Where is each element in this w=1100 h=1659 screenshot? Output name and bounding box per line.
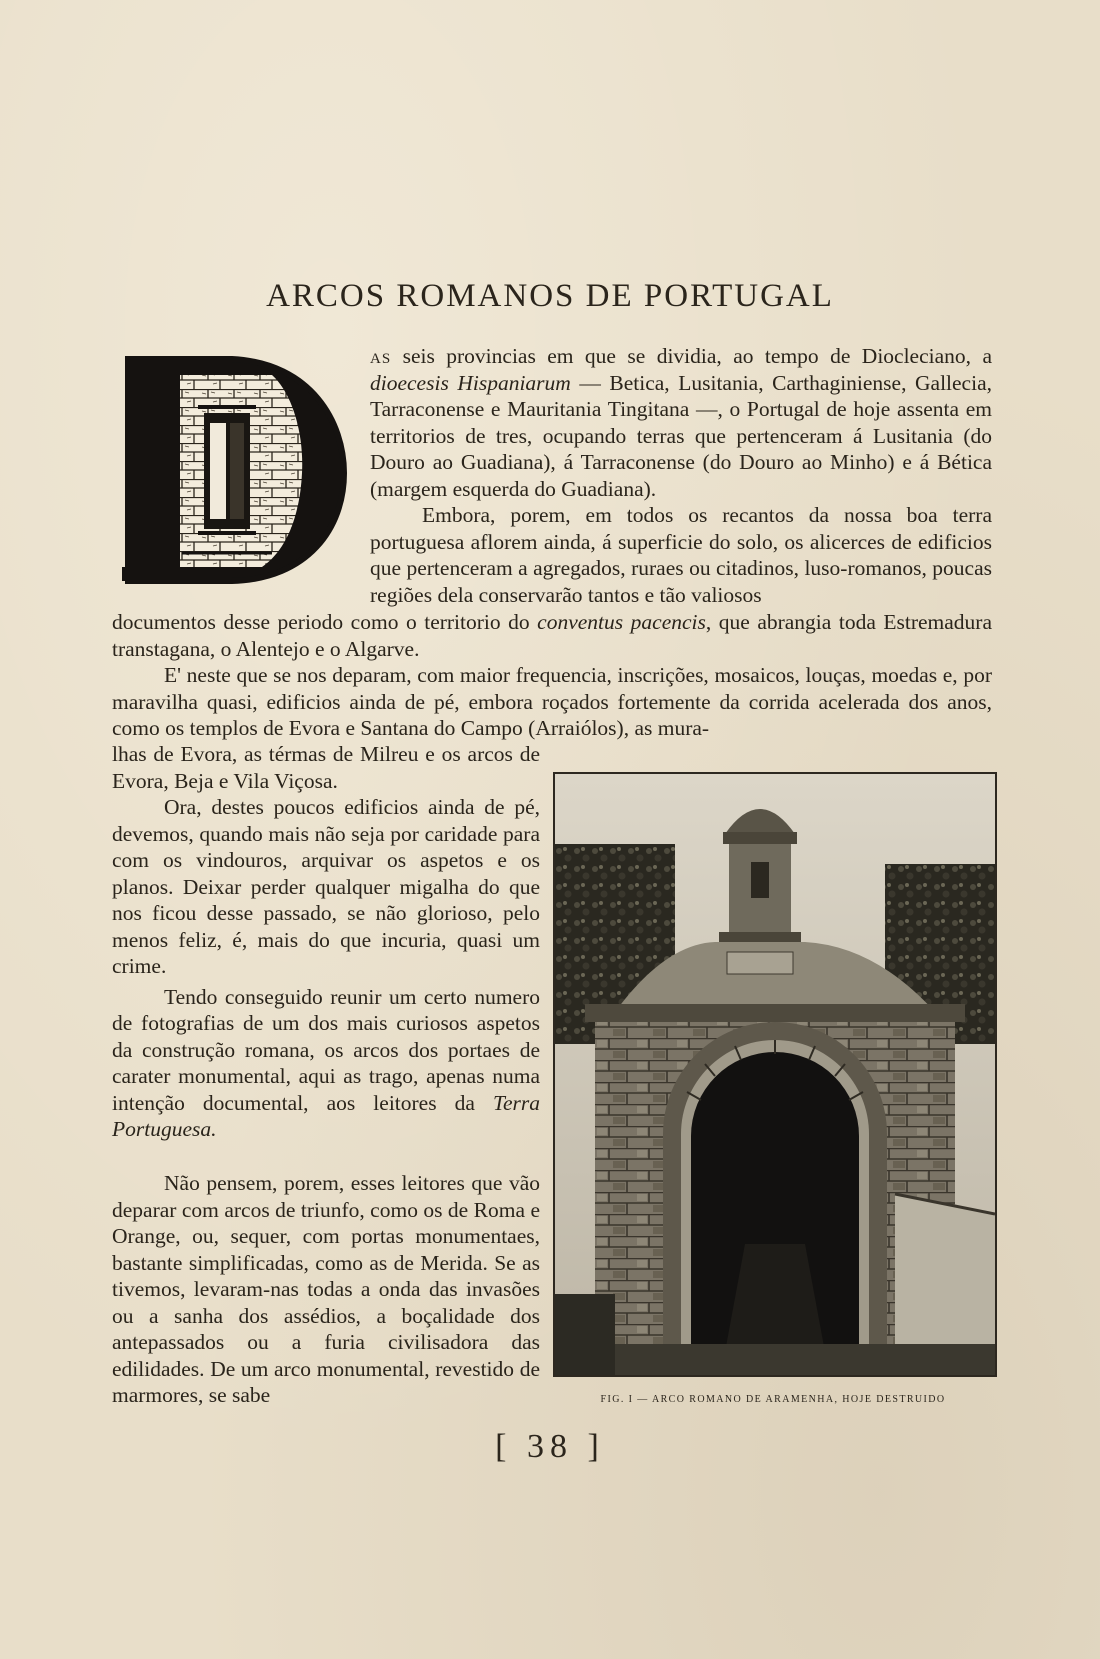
- figure-caption: FIG. I — ARCO ROMANO DE ARAMENHA, HOJE DESTRUIDO: [600, 1394, 946, 1405]
- paragraph-3: E' neste que se nos deparam, com maior frequencia, inscrições, mosaicos, louças, moedas e, por maravilha quasi, edificios ainda de pé, embora roçados fortemente da corrida acelerada dos anos, como os templos de Evora e Santana do Campo (Arraiólos), as mura-: [112, 663, 992, 740]
- latin-term-2: conventus pacencis: [537, 610, 706, 634]
- arch-photograph: [553, 772, 997, 1377]
- paragraph-3-end: lhas de Evora, as térmas de Milreu e os arcos de Evora, Beja e Vila Viçosa.: [112, 742, 540, 793]
- paragraph-6-block: [112, 1170, 540, 1409]
- paragraph-4: Ora, destes poucos edificios ainda de pé, devemos, quando mais não seja por caridade para com os vindouros, arquivar os aspetos e os planos. Deixar perder qualquer migalha do que nos ficou desse passado, se não glorioso, pelo menos feliz, é, mais do que incuria, quasi um crime.: [112, 795, 540, 978]
- paragraph-2-start: Embora, porem, em todos os recantos da nossa boa terra portuguesa aflorem ainda, á superficie do solo, os alicerces de edificios que pertenceram a agregados, ruraes ou citadinos, luso-romanos, poucas regiões dela conservarão tantos e tão valiosos: [370, 503, 992, 607]
- paragraph-1: as seis provincias em que se dividia, ao tempo de Diocleciano, a dioecesis Hispaniarum — Betica, Lusitania, Carthaginiense, Gallecia, Tarraconense e Mauritania Tingitana —, o Portugal de hoje assenta em territorios de tres, ocupando terras que pertenceram á Lusitania (do Douro ao Guadiana), á Tarraconense (do Douro ao Minho) e á Bética (margem esquerda do Guadiana). Embora, porem, em todos os recantos da nossa boa terra portuguesa aflorem ainda, á superficie do solo, os alicerces de edificios que pertenceram a agregados, ruraes ou citadinos, luso-romanos, poucas regiões dela conservarão tantos e tão valiosos: [370, 344, 992, 607]
- paragraph-2-3: documentos desse periodo como o territorio do conventus pacencis, que abrangia toda Estremadura transtagana, o Alentejo e o Algarve. E' neste que se nos deparam, com maior frequencia, inscrições, mosaicos, louças, moedas e, por maravilha quasi, edificios ainda de pé, embora roçados fortemente da corrida acelerada dos anos, como os templos de Evora e Santana do Campo (Arraiólos), as mura-: [112, 610, 993, 740]
- left-column: [112, 741, 540, 1143]
- paragraph-6: Não pensem, porem, esses leitores que vão deparar com arcos de triunfo, como os de Roma e Orange, ou, sequer, com portas monumentaes, bastante simplificadas, como as de Merida. Se as tivemos, levaram-nas todas a onda das invasões ou a sanha dos assédios, a boçalidade dos antepassados ou a furia civilisadora das edilidades. De um arco monumental, revestido de marmores, se sabe: [112, 1171, 540, 1407]
- drop-cap-illustration: [122, 353, 352, 589]
- latin-term: dioecesis Hispaniarum: [370, 370, 571, 395]
- drop-cap-letter-d: [122, 353, 352, 589]
- page-number: [ 38 ]: [495, 1428, 605, 1465]
- roman-arch-image: [555, 774, 995, 1375]
- paragraph-5: Tendo conseguido reunir um certo numero de fotografias de um dos mais curiosos aspetos da construção romana, os arcos dos portaes de carater monumental, aqui as trago, apenas numa intenção documental, aos leitores da Terra Portuguesa.: [112, 984, 540, 1141]
- journal-title: Terra Portuguesa.: [112, 1090, 540, 1141]
- lead-in: as: [370, 344, 392, 368]
- article-title: ARCOS ROMANOS DE PORTUGAL: [266, 278, 834, 315]
